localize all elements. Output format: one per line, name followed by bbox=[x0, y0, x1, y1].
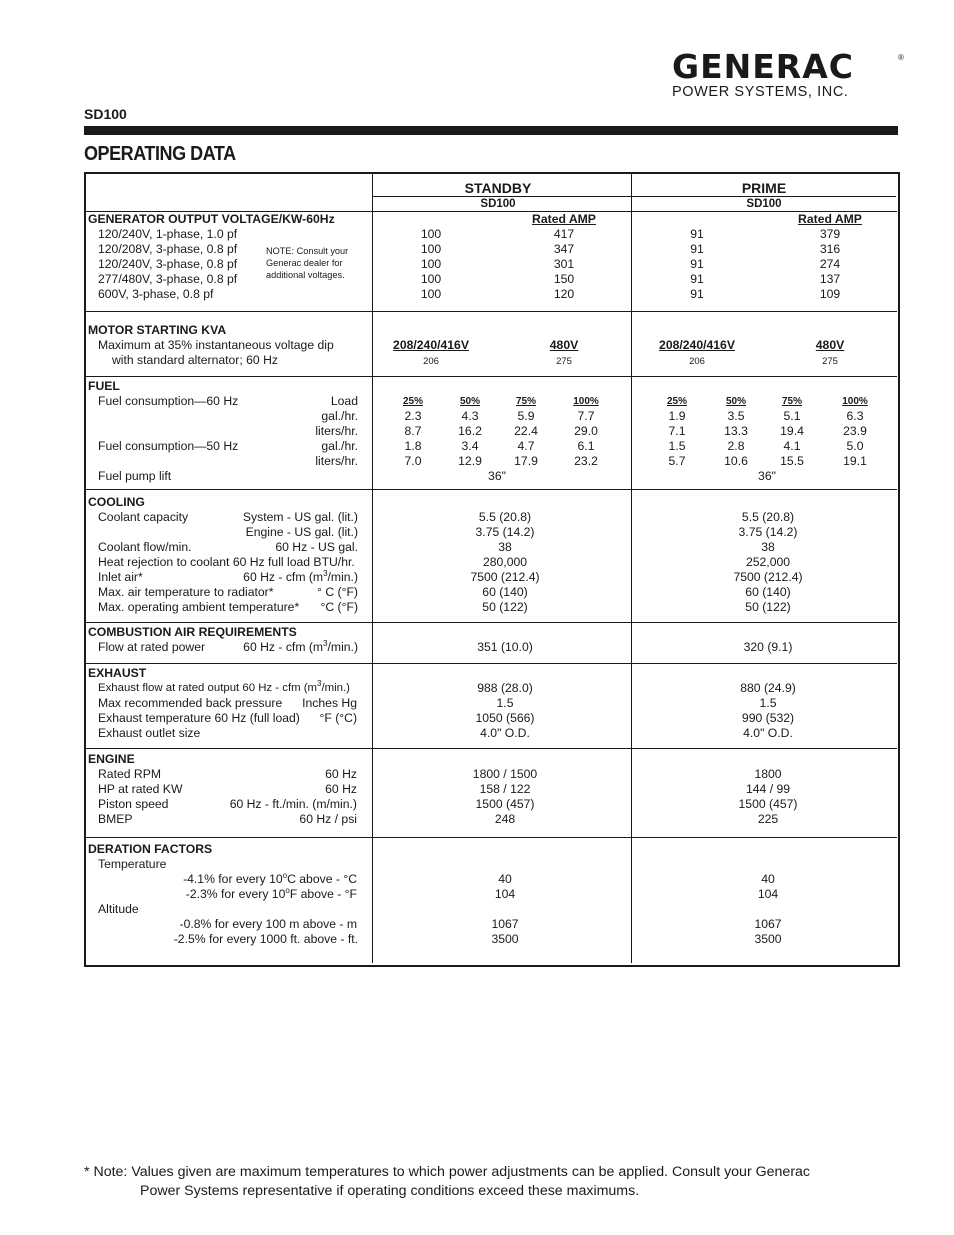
prime-amp-value: 137 bbox=[819, 272, 841, 286]
standby-kva-value: 206 bbox=[423, 356, 439, 367]
prime-cooling-value: 38 bbox=[761, 540, 775, 554]
prime-header: PRIME bbox=[741, 180, 787, 196]
page-title: OPERATING DATA bbox=[84, 143, 236, 165]
standby-fuel-value: 29.0 bbox=[574, 424, 598, 438]
prime-kw-value: 91 bbox=[690, 242, 704, 256]
rated-rpm-label: Rated RPM bbox=[98, 767, 161, 781]
bmep-label: BMEP bbox=[98, 812, 133, 826]
standby-fuel-value: 4.3 bbox=[461, 409, 479, 423]
standby-fuel-value: 4.7 bbox=[517, 439, 535, 453]
standby-fuel-value: 22.4 bbox=[514, 424, 538, 438]
voltage-note: Generac dealer for bbox=[266, 258, 343, 268]
inlet-air-unit: 60 Hz - cfm $(m^3/\min.)$ bbox=[243, 568, 358, 584]
prime-fuel-value: 13.3 bbox=[724, 424, 748, 438]
cooling-section-title: COOLING bbox=[88, 495, 145, 509]
fuel-section-title: FUEL bbox=[88, 379, 120, 393]
prime-deration-value: 3500 bbox=[754, 932, 782, 946]
section-divider bbox=[85, 489, 897, 490]
standby-amp-value: 150 bbox=[553, 272, 575, 286]
prime-exhaust-value: 1.5 bbox=[759, 696, 777, 710]
prime-kw-value: 91 bbox=[690, 272, 704, 286]
standby-exhaust-value: 1.5 bbox=[496, 696, 514, 710]
standby-fuel-value: 5.9 bbox=[517, 409, 535, 423]
standby-header: STANDBY bbox=[464, 180, 532, 196]
prime-fuel-value: 15.5 bbox=[780, 454, 804, 468]
column-divider-left bbox=[372, 173, 373, 963]
standby-exhaust-value: 4.0" O.D. bbox=[480, 726, 530, 740]
prime-fuel-value: 19.4 bbox=[780, 424, 804, 438]
piston-speed-unit: 60 Hz - ft./min. (m/min.) bbox=[229, 797, 357, 811]
motor-label-line: Maximum at 35% instantaneous voltage dip bbox=[98, 338, 334, 352]
prime-kva-value: 275 bbox=[822, 356, 838, 367]
standby-amp-value: 417 bbox=[553, 227, 575, 241]
max-air-temp-label: Max. air temperature to radiator* bbox=[98, 585, 274, 599]
standby-cooling-value: 38 bbox=[498, 540, 512, 554]
standby-engine-value: 248 bbox=[494, 812, 516, 826]
prime-deration-value: 104 bbox=[757, 887, 779, 901]
prime-fuel-value: 5.1 bbox=[783, 409, 801, 423]
prime-engine-value: 144 / 99 bbox=[745, 782, 791, 796]
coolant-unit: System - US gal. (lit.) bbox=[242, 510, 358, 524]
prime-fuel-value: 7.1 bbox=[668, 424, 686, 438]
standby-cooling-value: 50 (122) bbox=[482, 600, 528, 614]
standby-exhaust-value: 988 (28.0) bbox=[477, 681, 533, 695]
inlet-air-label: Inlet air* bbox=[98, 570, 143, 584]
standby-fuel-value: 1.8 bbox=[404, 439, 422, 453]
model-number: SD100 bbox=[84, 106, 127, 122]
standby-fuel-value: 12.9 bbox=[458, 454, 482, 468]
prime-fuel-value: 3.5 bbox=[727, 409, 745, 423]
prime-model: SD100 bbox=[746, 198, 782, 210]
standby-kw-value: 100 bbox=[420, 272, 442, 286]
engine-section-title: ENGINE bbox=[88, 752, 135, 766]
coolant-flow-label: Coolant flow/min. bbox=[98, 540, 192, 554]
prime-amp-value: 316 bbox=[819, 242, 841, 256]
header-subline bbox=[373, 196, 896, 197]
prime-amp-value: 274 bbox=[819, 257, 841, 271]
combustion-flow-label: Flow at rated power bbox=[98, 640, 206, 654]
prime-cooling-value: 7500 (212.4) bbox=[733, 570, 803, 584]
prime-load-pct: 75% bbox=[781, 396, 803, 407]
standby-deration-value: 40 bbox=[498, 872, 512, 886]
prime-exhaust-value: 4.0" O.D. bbox=[743, 726, 793, 740]
fuel-unit-label: liters/hr. bbox=[315, 454, 358, 468]
prime-exhaust-value: 990 (532) bbox=[741, 711, 795, 725]
hp-unit: 60 Hz bbox=[325, 782, 357, 796]
prime-kw-value: 91 bbox=[690, 257, 704, 271]
standby-kw-value: 100 bbox=[420, 287, 442, 301]
prime-combustion-value: 320 (9.1) bbox=[743, 640, 793, 654]
deration-section-title: DERATION FACTORS bbox=[88, 842, 213, 856]
generator-section-title: GENERATOR OUTPUT VOLTAGE/KW-60Hz bbox=[88, 212, 335, 226]
prime-fuel-value: 19.1 bbox=[843, 454, 867, 468]
header-rule bbox=[84, 126, 898, 135]
generator-voltage-label: 277/480V, 3-phase, 0.8 pf bbox=[98, 272, 238, 286]
voltage-note: NOTE: Consult your bbox=[266, 246, 349, 256]
temp-derate-c: -4.1% for every 10$^o$C above - °C bbox=[183, 870, 357, 886]
temperature-label: Temperature bbox=[98, 857, 167, 871]
prime-pump-lift: 36" bbox=[758, 469, 776, 483]
standby-deration-value: 104 bbox=[494, 887, 516, 901]
generator-voltage-label: 600V, 3-phase, 0.8 pf bbox=[98, 287, 214, 301]
combustion-section-title: COMBUSTION AIR REQUIREMENTS bbox=[88, 625, 297, 639]
standby-cooling-value: 280,000 bbox=[482, 555, 528, 569]
fuel-consumption-50-label: Fuel consumption—50 Hz bbox=[98, 439, 239, 453]
standby-fuel-value: 7.7 bbox=[577, 409, 595, 423]
rated-rpm-unit: 60 Hz bbox=[325, 767, 357, 781]
standby-amp-value: 347 bbox=[553, 242, 575, 256]
standby-deration-value: 1067 bbox=[491, 917, 519, 931]
prime-amp-value: 109 bbox=[819, 287, 841, 301]
standby-fuel-value: 2.3 bbox=[404, 409, 422, 423]
footnote-line: Power Systems representative if operating conditions exceed these maximums. bbox=[140, 1183, 640, 1199]
prime-load-pct: 25% bbox=[666, 396, 688, 407]
standby-exhaust-value: 1050 (566) bbox=[475, 711, 535, 725]
standby-engine-value: 158 / 122 bbox=[479, 782, 531, 796]
standby-pump-lift: 36" bbox=[488, 469, 506, 483]
prime-rated-amp-header: Rated AMP bbox=[798, 212, 862, 226]
bmep-unit: 60 Hz / psi bbox=[299, 812, 357, 826]
fuel-unit-label: gal./hr. bbox=[321, 439, 358, 453]
back-pressure-label: Max recommended back pressure bbox=[98, 696, 283, 710]
standby-engine-value: 1500 (457) bbox=[475, 797, 535, 811]
standby-cooling-value: 5.5 (20.8) bbox=[478, 510, 532, 524]
standby-fuel-value: 8.7 bbox=[404, 424, 422, 438]
standby-fuel-value: 3.4 bbox=[461, 439, 479, 453]
altitude-derate-m: -0.8% for every 100 m above - m bbox=[179, 917, 357, 931]
prime-fuel-value: 6.3 bbox=[846, 409, 864, 423]
standby-cooling-value: 7500 (212.4) bbox=[470, 570, 540, 584]
generator-voltage-label: 120/240V, 3-phase, 0.8 pf bbox=[98, 257, 238, 271]
prime-fuel-value: 23.9 bbox=[843, 424, 867, 438]
motor-label-line: with standard alternator; 60 Hz bbox=[112, 353, 278, 367]
standby-engine-value: 1800 / 1500 bbox=[472, 767, 538, 781]
standby-fuel-value: 6.1 bbox=[577, 439, 595, 453]
prime-fuel-value: 5.0 bbox=[846, 439, 864, 453]
footnote-line: * Note: Values given are maximum temperatures to which power adjustments can be applied. Consult your Generac bbox=[84, 1164, 811, 1180]
prime-fuel-value: 4.1 bbox=[783, 439, 801, 453]
standby-model: SD100 bbox=[480, 198, 516, 210]
prime-fuel-value: 1.5 bbox=[668, 439, 686, 453]
generator-voltage-label: 120/208V, 3-phase, 0.8 pf bbox=[98, 242, 238, 256]
generator-voltage-label: 120/240V, 1-phase, 1.0 pf bbox=[98, 227, 238, 241]
max-ambient-temp-unit: °C (°F) bbox=[320, 600, 358, 614]
coolant-unit: Engine - US gal. (lit.) bbox=[245, 525, 358, 539]
fuel-unit-label: liters/hr. bbox=[315, 424, 358, 438]
registered-mark: ® bbox=[898, 53, 904, 62]
standby-rated-amp-header: Rated AMP bbox=[532, 212, 596, 226]
piston-speed-label: Piston speed bbox=[98, 797, 169, 811]
standby-kw-value: 100 bbox=[420, 257, 442, 271]
exhaust-outlet-label: Exhaust outlet size bbox=[98, 726, 201, 740]
prime-cooling-value: 5.5 (20.8) bbox=[741, 510, 795, 524]
prime-fuel-value: 5.7 bbox=[668, 454, 686, 468]
prime-fuel-value: 1.9 bbox=[668, 409, 686, 423]
prime-deration-value: 1067 bbox=[754, 917, 782, 931]
prime-fuel-value: 10.6 bbox=[724, 454, 748, 468]
section-divider bbox=[85, 837, 897, 838]
back-pressure-unit: Inches Hg bbox=[302, 696, 357, 710]
standby-amp-value: 301 bbox=[553, 257, 575, 271]
logo-subtitle: POWER SYSTEMS, INC. bbox=[672, 84, 849, 100]
section-divider bbox=[85, 311, 897, 312]
standby-voltage-head: 208/240/416V bbox=[393, 338, 469, 352]
prime-load-pct: 50% bbox=[725, 396, 747, 407]
prime-fuel-value: 2.8 bbox=[727, 439, 745, 453]
standby-voltage-head: 480V bbox=[549, 338, 579, 352]
prime-cooling-value: 60 (140) bbox=[745, 585, 791, 599]
prime-kw-value: 91 bbox=[690, 227, 704, 241]
standby-load-pct: 25% bbox=[402, 396, 424, 407]
prime-kw-value: 91 bbox=[690, 287, 704, 301]
voltage-note: additional voltages. bbox=[266, 270, 345, 280]
motor-section-title: MOTOR STARTING KVA bbox=[88, 323, 227, 337]
prime-amp-value: 379 bbox=[819, 227, 841, 241]
standby-load-pct: 75% bbox=[515, 396, 537, 407]
altitude-label: Altitude bbox=[98, 902, 139, 916]
combustion-flow-unit: 60 Hz - cfm $(m^3/\min.)$ bbox=[243, 638, 358, 654]
standby-kw-value: 100 bbox=[420, 227, 442, 241]
prime-engine-value: 1800 bbox=[754, 767, 782, 781]
max-ambient-temp-label: Max. operating ambient temperature* bbox=[98, 600, 300, 614]
prime-voltage-head: 480V bbox=[815, 338, 845, 352]
prime-cooling-value: 50 (122) bbox=[745, 600, 791, 614]
standby-kw-value: 100 bbox=[420, 242, 442, 256]
prime-engine-value: 1500 (457) bbox=[738, 797, 798, 811]
prime-load-pct: 100% bbox=[842, 396, 868, 407]
standby-fuel-value: 7.0 bbox=[404, 454, 422, 468]
standby-fuel-value: 23.2 bbox=[574, 454, 598, 468]
hp-label: HP at rated KW bbox=[98, 782, 183, 796]
heat-rejection-label: Heat rejection to coolant 60 Hz full load BTU/hr. bbox=[98, 555, 355, 569]
prime-engine-value: 225 bbox=[757, 812, 779, 826]
standby-fuel-value: 17.9 bbox=[514, 454, 538, 468]
standby-combustion-value: 351 (10.0) bbox=[477, 640, 533, 654]
exhaust-section-title: EXHAUST bbox=[88, 666, 147, 680]
standby-load-pct: 100% bbox=[573, 396, 599, 407]
max-air-temp-unit: ° C (°F) bbox=[317, 585, 358, 599]
altitude-derate-ft: -2.5% for every 1000 ft. above - ft. bbox=[173, 932, 358, 946]
section-divider bbox=[85, 663, 897, 664]
standby-deration-value: 3500 bbox=[491, 932, 519, 946]
section-divider bbox=[85, 376, 897, 377]
generac-logo: GENERAC bbox=[672, 47, 854, 86]
standby-fuel-value: 16.2 bbox=[458, 424, 482, 438]
prime-deration-value: 40 bbox=[761, 872, 775, 886]
fuel-load-label: Load bbox=[330, 394, 358, 408]
temp-derate-f: -2.3% for every 10$^o$F above - °F bbox=[185, 885, 357, 901]
column-divider-right bbox=[631, 173, 632, 963]
prime-exhaust-value: 880 (24.9) bbox=[740, 681, 796, 695]
section-divider bbox=[85, 748, 897, 749]
standby-kva-value: 275 bbox=[556, 356, 572, 367]
prime-kva-value: 206 bbox=[689, 356, 705, 367]
prime-voltage-head: 208/240/416V bbox=[659, 338, 735, 352]
exhaust-temp-unit: °F (°C) bbox=[319, 711, 357, 725]
standby-amp-value: 120 bbox=[553, 287, 575, 301]
prime-cooling-value: 252,000 bbox=[745, 555, 791, 569]
section-divider bbox=[85, 622, 897, 623]
fuel-unit-label: gal./hr. bbox=[321, 409, 358, 423]
exhaust-flow-label: Exhaust flow at rated output 60 Hz - cfm $(m^3/\min.)$ bbox=[98, 679, 350, 694]
coolant-unit: 60 Hz - US gal. bbox=[275, 540, 358, 554]
exhaust-temp-label: Exhaust temperature 60 Hz (full load) bbox=[98, 711, 300, 725]
prime-cooling-value: 3.75 (14.2) bbox=[738, 525, 798, 539]
fuel-consumption-60-label: Fuel consumption—60 Hz bbox=[98, 394, 239, 408]
coolant-capacity-label: Coolant capacity bbox=[98, 510, 189, 524]
fuel-pump-lift-label: Fuel pump lift bbox=[98, 469, 172, 483]
standby-cooling-value: 3.75 (14.2) bbox=[475, 525, 535, 539]
standby-load-pct: 50% bbox=[459, 396, 481, 407]
standby-cooling-value: 60 (140) bbox=[482, 585, 528, 599]
